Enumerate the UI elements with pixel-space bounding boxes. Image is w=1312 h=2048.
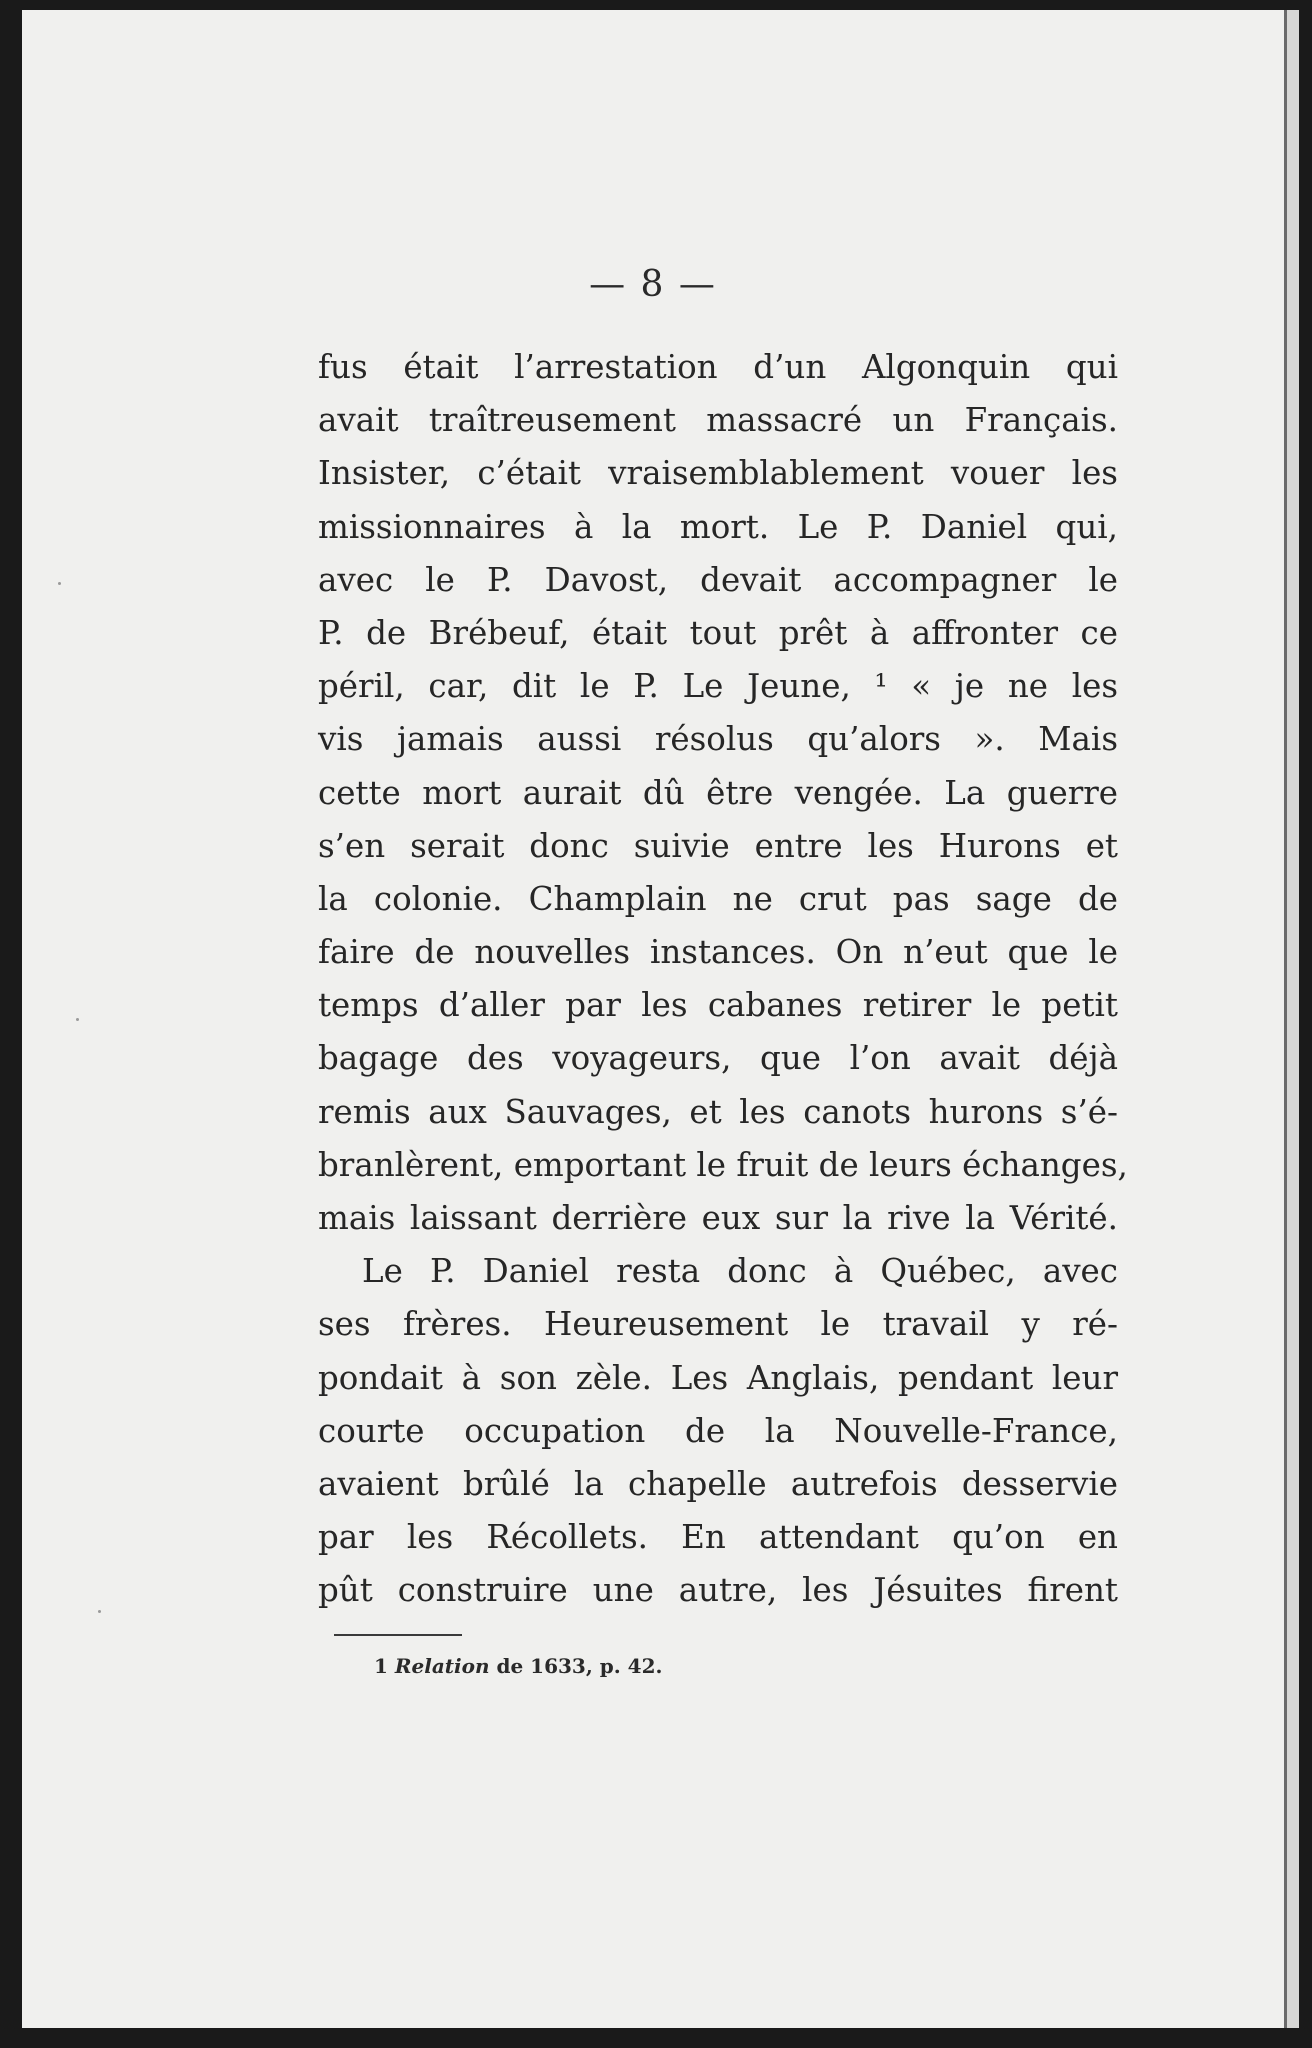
text-line: avaient brûlé la chapelle autrefois desservie	[318, 1464, 1118, 1503]
footnote-divider	[334, 1634, 462, 1636]
text-line: s’en serait donc suivie entre les Hurons et	[318, 826, 1118, 865]
text-line: P. de Brébeuf, était tout prêt à affronter ce	[318, 613, 1118, 652]
footnote	[374, 1654, 662, 1678]
text-line: missionnaires à la mort. Le P. Daniel qui,	[318, 507, 1118, 546]
text-line: ses frères. Heureusement le travail y ré-	[318, 1305, 1118, 1344]
page-number: — 8 —	[589, 264, 717, 305]
text-line: cette mort aurait dû être vengée. La guerre	[318, 773, 1118, 812]
paragraph-1	[318, 341, 1128, 1245]
text-line: temps d’aller par les cabanes retirer le petit	[318, 986, 1118, 1025]
text-line: Le P. Daniel resta donc à Québec, avec	[362, 1252, 1118, 1291]
text-line: fus était l’arrestation d’un Algonquin qui	[318, 348, 1118, 386]
text-line: remis aux Sauvages, et les canots hurons s’é-	[318, 1092, 1118, 1131]
footnote-title: Relation	[394, 1654, 490, 1678]
text-line: avait traîtreusement massacré un Français.	[318, 401, 1118, 440]
body-text	[318, 341, 1128, 1618]
text-line: péril, car, dit le P. Le Jeune, ¹ « je ne les	[318, 667, 1118, 706]
scan-speck	[58, 582, 61, 585]
text-line: bagage des voyageurs, que l’on avait déjà	[318, 1039, 1118, 1078]
text-line: courte occupation de la Nouvelle-France,	[318, 1411, 1118, 1450]
footnote-reference: de 1633, p. 42.	[496, 1654, 663, 1678]
text-line: faire de nouvelles instances. On n’eut que le	[318, 933, 1118, 972]
text-line: avec le P. Davost, devait accompagner le	[318, 560, 1118, 599]
text-line: Insister, c’était vraisemblablement vouer les	[318, 454, 1118, 493]
footnote-number: 1	[374, 1654, 388, 1678]
text-line: par les Récollets. En attendant qu’on en	[318, 1518, 1118, 1557]
text-line: la colonie. Champlain ne crut pas sage de	[318, 879, 1118, 918]
text-line: vis jamais aussi résolus qu’alors ». Mais	[318, 720, 1118, 759]
scan-speck	[76, 1018, 79, 1021]
paragraph-2	[318, 1245, 1118, 1617]
text-line: pondait à son zèle. Les Anglais, pendant leur	[318, 1358, 1118, 1397]
text-line: branlèrent, emportant le fruit de leurs échanges,	[318, 1145, 1128, 1184]
text-line: mais laissant derrière eux sur la rive la Vérité.	[318, 1199, 1118, 1237]
scan-speck	[98, 1610, 101, 1613]
text-line: pût construire une autre, les Jésuites firent	[318, 1571, 1118, 1610]
page-edge	[1287, 10, 1299, 2028]
